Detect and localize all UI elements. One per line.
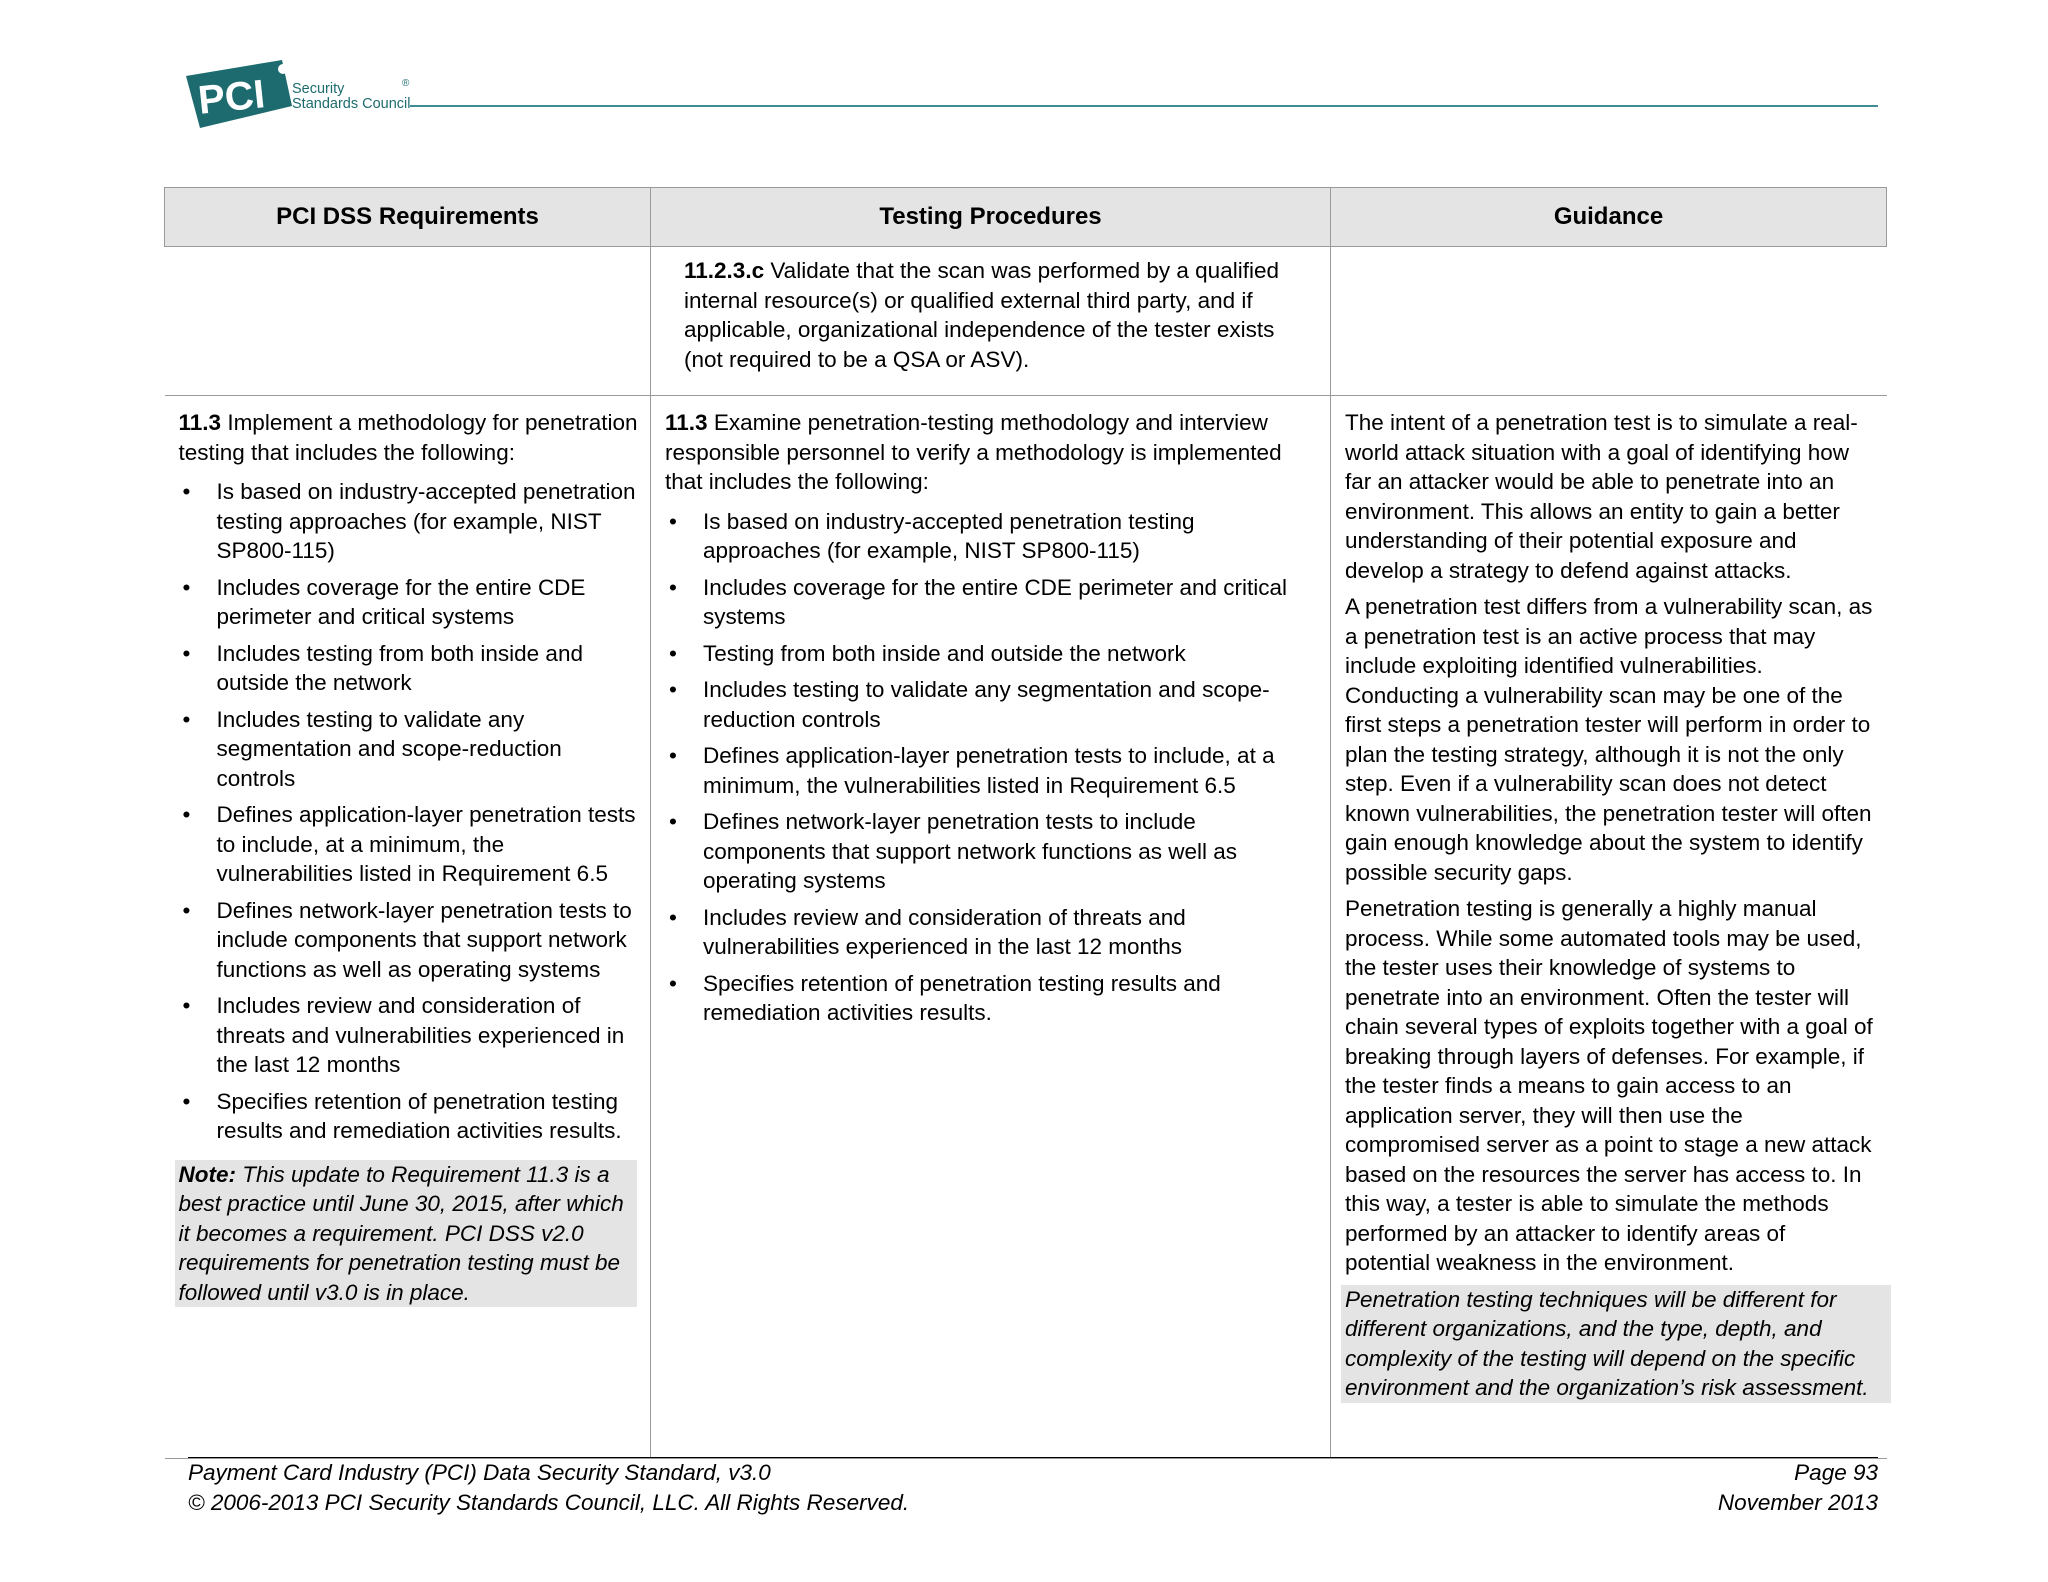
requirement-note: [175, 1160, 637, 1308]
guidance-cell-11-3: [1331, 396, 1887, 1459]
logo-wordmark: [292, 82, 411, 112]
requirement-cell-empty: [165, 247, 651, 396]
header-rule: [410, 105, 1878, 107]
requirement-intro-text: Implement a methodology for penetration testing that includes the following:: [178, 410, 638, 465]
guidance-paragraph: A penetration test differs from a vulnerability scan, as a penetration test is an active process that may include exploiting identified vulnerabilities. Conducting a vulnerability scan may be one of the first steps a penetration tester will perform in order to plan the testing strategy, although it is not the only step. Even if a vulnerability scan does not detect known vulnerabilities, the penetration tester will often gain enough knowledge about the system to identify possible security gaps.: [1345, 594, 1873, 885]
requirement-cell-11-3: [165, 396, 651, 1459]
logo-line-council: Standards Council: [292, 96, 411, 112]
testing-11-2-3-c-text: [684, 256, 1316, 374]
requirement-list: [179, 477, 641, 1146]
logo-letters: PCI: [196, 72, 268, 123]
requirement-intro: [179, 408, 641, 467]
pci-logo-mark-icon: [186, 60, 296, 130]
logo-line-security: Security: [292, 81, 345, 97]
list-item: • Includes testing to validate any segmentation and scope-reduction controls: [703, 675, 1316, 734]
testing-text: Validate that the scan was performed by a qualified internal resource(s) or qualified external third party, and if applicable, organizational independence of the tester exists (not required to be a QSA or ASV).: [684, 258, 1279, 372]
note-text: This update to Requirement 11.3 is a best practice until June 30, 2015, after which it becomes a requirement. PCI DSS v2.0 requirements for penetration testing must be followed until v3.0 is in place.: [178, 1161, 624, 1305]
column-header-testing-procedures: Testing Procedures: [651, 188, 1331, 247]
table-row: [165, 247, 1887, 396]
list-item: • Is based on industry-accepted penetration testing approaches (for example, NIST SP800-115): [703, 507, 1316, 566]
guidance-note: Penetration testing techniques will be different for different organizations, and the type, depth, and complexity of the testing will depend on the specific environment and the organization’s risk assessment.: [1341, 1285, 1891, 1403]
footer-left: [188, 1458, 909, 1518]
footer-right: [1718, 1458, 1878, 1518]
guidance-cell-empty: [1331, 247, 1887, 396]
list-item: • Defines network-layer penetration tests to include components that support network functions as well as operating systems: [703, 807, 1316, 896]
testing-cell-11-3: [651, 396, 1331, 1459]
testing-list: [665, 507, 1316, 1028]
list-item: • Specifies retention of penetration testing results and remediation activities results.: [703, 969, 1316, 1028]
pci-logo: [186, 60, 436, 132]
footer-copyright: © 2006-2013 PCI Security Standards Council, LLC. All Rights Reserved.: [188, 1490, 910, 1515]
column-header-requirements: PCI DSS Requirements: [165, 188, 651, 247]
column-header-guidance: Guidance: [1331, 188, 1887, 247]
list-item: • Includes coverage for the entire CDE perimeter and critical systems: [217, 573, 641, 632]
testing-cell-11-2-3-c: [651, 247, 1331, 396]
list-item: • Includes testing from both inside and outside the network: [217, 639, 641, 698]
list-item: • Includes review and consideration of threats and vulnerabilities experienced in the last 12 months: [217, 991, 641, 1080]
footer-date: November 2013: [1717, 1490, 1878, 1515]
list-item: • Is based on industry-accepted penetration testing approaches (for example, NIST SP800-115): [217, 477, 641, 566]
list-item: • Defines application-layer penetration tests to include, at a minimum, the vulnerabilities listed in Requirement 6.5: [217, 800, 641, 889]
list-item: • Defines application-layer penetration tests to include, at a minimum, the vulnerabilities listed in Requirement 6.5: [703, 741, 1316, 800]
footer-document-title: Payment Card Industry (PCI) Data Security Standard, v3.0: [188, 1460, 771, 1485]
guidance-paragraph: The intent of a penetration test is to simulate a real-world attack situation with a goal of identifying how far an attacker would be able to penetrate into an environment. This allows an entity to gain a better understanding of their potential exposure and develop a strategy to defend against attacks.: [1345, 410, 1858, 583]
requirements-table: [164, 187, 1887, 1459]
list-item: • Specifies retention of penetration testing results and remediation activities results.: [217, 1087, 641, 1146]
guidance-paragraph: Penetration testing is generally a highly manual process. While some automated tools may be used, the tester uses their knowledge of systems to penetrate into an environment. Often the tester will chain several types of exploits together with a goal of breaking through layers of defenses. For example, if the tester finds a means to gain access to an application server, they will then use the compromised server as a point to stage a new attack based on the resources the server has access to. In this way, a tester is able to simulate the methods performed by an attacker to identify areas of potential weakness in the environment.: [1345, 896, 1873, 1275]
testing-id: 11.3: [665, 410, 708, 435]
testing-id: 11.2.3.c: [684, 258, 765, 283]
note-label: Note:: [178, 1161, 236, 1187]
logo-registered-mark: ®: [402, 78, 410, 89]
testing-intro-text: Examine penetration-testing methodology and interview responsible personnel to verify a methodology is implemented that includes the following:: [665, 410, 1282, 494]
list-item: • Defines network-layer penetration tests to include components that support network functions as well as operating systems: [217, 896, 641, 985]
list-item: • Includes review and consideration of threats and vulnerabilities experienced in the last 12 months: [703, 903, 1316, 962]
table-header-row: [165, 188, 1887, 247]
requirement-id: 11.3: [178, 410, 222, 435]
list-item: • Includes testing to validate any segmentation and scope-reduction controls: [217, 705, 641, 794]
table-row: [165, 396, 1887, 1459]
footer-page-number: Page 93: [1794, 1460, 1878, 1485]
list-item: • Includes coverage for the entire CDE perimeter and critical systems: [703, 573, 1316, 632]
list-item: • Testing from both inside and outside the network: [703, 639, 1316, 669]
testing-intro: [665, 408, 1316, 497]
